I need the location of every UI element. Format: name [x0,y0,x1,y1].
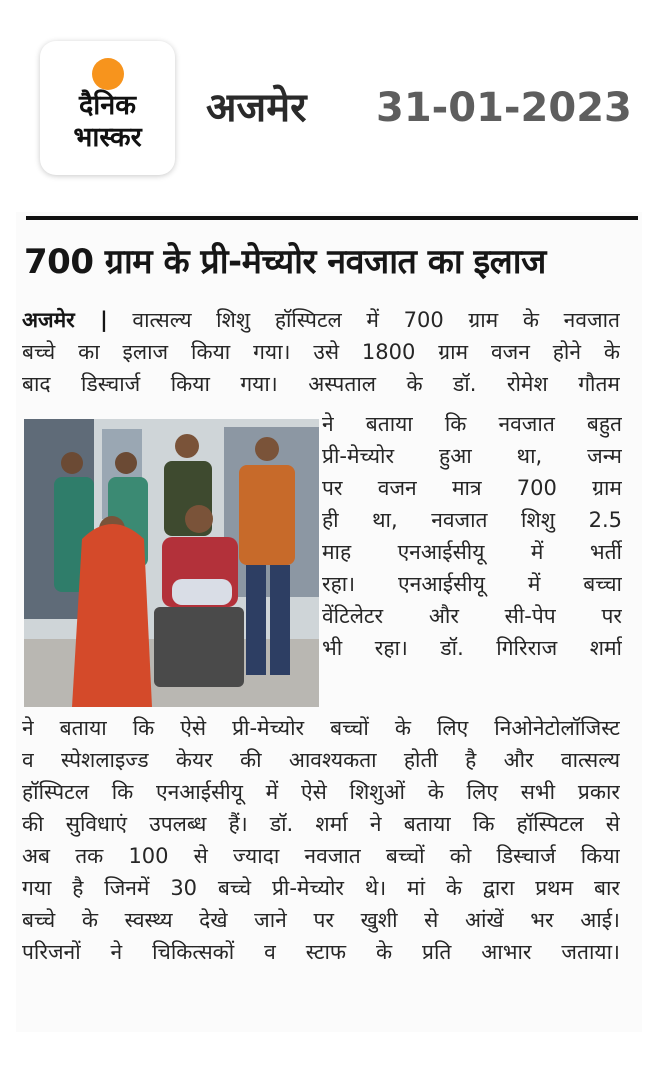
body-line: गया है जिनमें 30 बच्चे प्री-मेच्योर थे। मां के द्वारा प्रथम बार [22,876,620,900]
body-line [22,304,620,336]
news-clipping [16,212,642,1032]
body-line: वेंटिलेटर और सी-पेप पर [322,604,622,628]
body-line: ने बताया कि ऐसे प्री-मेच्योर बच्चों के लिए निओनेटोलॉजिस्ट [22,716,620,740]
body-line: बच्चे का इलाज किया गया। उसे 1800 ग्राम वजन होने के [22,340,620,364]
body-line-text: वात्सल्य शिशु हॉस्पिटल में 700 ग्राम के नवजात [107,308,620,332]
edition-city: अजमेर [206,85,307,131]
body-line: व स्पेशलाइज्ड केयर की आवश्यकता होती है और वात्सल्य [22,748,620,772]
article-photo [24,419,319,707]
body-line: परिजनों ने चिकित्सकों व स्टाफ के प्रति आभार जताया। [22,940,620,964]
article-body-side [322,408,622,664]
top-rule [26,216,638,220]
body-line: ही था, नवजात शिशु 2.5 [322,508,622,532]
logo-line-2: भास्कर [73,122,142,153]
body-line: ने बताया कि नवजात बहुत [322,412,622,436]
group-photo-illustration [24,419,319,707]
body-line: बच्चे के स्वस्थ्य देखे जाने पर खुशी से आंखें भर आई। [22,908,620,932]
body-line: प्री-मेच्योर हुआ था, जन्म [322,444,622,468]
article-body-bottom [22,712,620,968]
edition-date: 31-01-2023 [376,85,632,131]
article-headline: 700 ग्राम के प्री-मेच्योर नवजात का इलाज [24,242,546,282]
body-line: अब तक 100 से ज्यादा नवजात बच्चों को डिस्चार्ज किया [22,844,620,868]
body-line: पर वजन मात्र 700 ग्राम [322,476,622,500]
article-dateline: अजमेर | [22,308,108,332]
body-line: की सुविधाएं उपलब्ध हैं। डॉ. शर्मा ने बताया कि हॉस्पिटल से [22,812,620,836]
logo-line-1: दैनिक [78,90,137,121]
page-header [0,0,649,200]
body-line: हॉस्पिटल कि एनआईसीयू में ऐसे शिशुओं के लिए सभी प्रकार [22,780,620,804]
body-line: रहा। एनआईसीयू में बच्चा [322,572,622,596]
dainik-bhaskar-logo [40,41,175,175]
body-line: बाद डिस्चार्ज किया गया। अस्पताल के डॉ. रोमेश गौतम [22,372,620,396]
body-line: माह एनआईसीयू में भर्ती [322,540,622,564]
body-line: भी रहा। डॉ. गिरिराज शर्मा [322,636,622,660]
sun-icon [92,58,124,90]
article-body-top [22,304,620,400]
